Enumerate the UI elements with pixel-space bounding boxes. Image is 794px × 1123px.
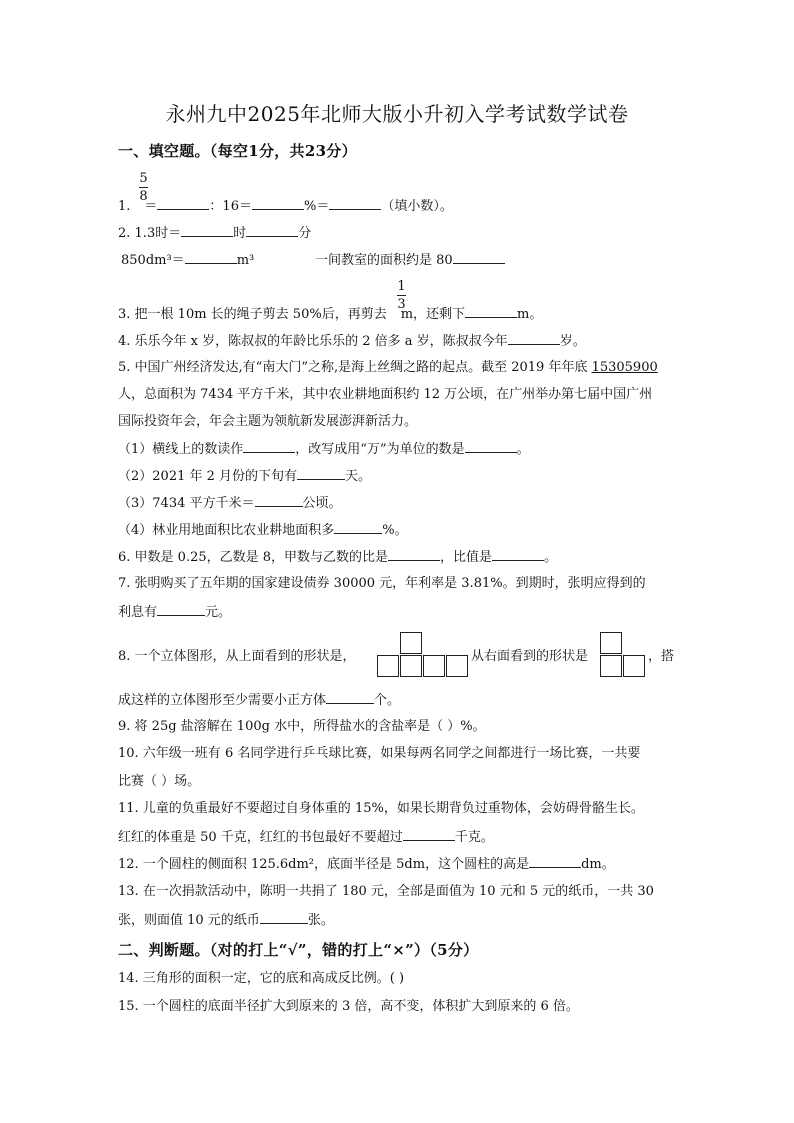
q3-blank[interactable] (465, 305, 517, 318)
q1-fraction-numerator: 5 (139, 171, 148, 186)
page-title: 永州九中2025年北师大版小升初入学考试数学试卷 (165, 102, 629, 126)
question-10-line-2: 比赛（ ）场。 (118, 774, 201, 789)
q2-blank-hours[interactable] (181, 224, 233, 237)
q2-blank-area-unit[interactable] (453, 251, 505, 264)
question-2-classroom: 一间教室的面积约是 80 (315, 251, 505, 270)
q2-blank-minutes[interactable] (246, 224, 298, 237)
question-8-right-view-text: 从右面看到的形状是 (471, 649, 589, 664)
question-7-line-2: 利息有 元。 (118, 605, 232, 620)
question-5-line-1: 5. 中国广州经济发达,有“南大门”之称,是海上丝绸之路的起点。截至 2019 年年底 15305900 (118, 360, 658, 375)
question-5-sub-1: （1）横线上的数读作 ，改写成用“万”为单位的数是 。 (118, 442, 530, 457)
top-view-figure (377, 632, 471, 678)
question-2-line-2: 850dm³＝ m³ (121, 253, 255, 268)
question-13-line-2: 张，则面值 10 元的纸币 张。 (118, 913, 334, 928)
question-5-sub-4: （4）林业用地面积比农业耕地面积多 %。 (118, 523, 408, 538)
question-13-line-1: 13. 在一次捐款活动中，陈明一共捐了 180 元，全部是面值为 10 元和 5 元的纸币，一共 30 (118, 884, 654, 899)
q13-blank[interactable] (260, 911, 308, 924)
q6-blank-ratio[interactable] (388, 548, 440, 561)
question-12: 12. 一个圆柱的侧面积 125.6dm²，底面半径是 5dm，这个圆柱的高是 dm。 (118, 857, 615, 872)
population-number: 15305900 (591, 360, 658, 375)
question-9: 9. 将 25g 盐溶解在 100g 水中，所得盐水的含盐率是（ ）%。 (118, 719, 486, 734)
question-11-line-2: 红红的体重是 50 千克，红红的书包最好不要超过 千克。 (118, 830, 494, 845)
question-8-line-2: 成这样的立体图形至少需要小正方体 个。 (118, 693, 401, 708)
question-6: 6. 甲数是 0.25，乙数是 8，甲数与乙数的比是 ，比值是 。 (118, 550, 558, 565)
question-7-line-1: 7. 张明购买了五年期的国家建设债券 30000 元，年利率是 3.81%。到期时，张明应得到的 (118, 576, 646, 591)
q6-blank-value[interactable] (492, 548, 544, 561)
q3-fraction: 1 3 (397, 279, 406, 312)
q2-blank-volume[interactable] (185, 251, 237, 264)
question-11-line-1: 11. 儿童的负重最好不要超过自身体重的 15%，如果长期背负过重物体，会妨碍骨骼生长。 (118, 801, 644, 816)
q5-1-blank-b[interactable] (465, 440, 517, 453)
q11-blank[interactable] (403, 828, 455, 841)
question-5-sub-3: （3）7434 平方千米＝ 公顷。 (118, 496, 342, 511)
section-fill-blank-heading: 一、填空题。（每空1分，共23分） (118, 142, 357, 160)
q1-blank-3[interactable] (329, 197, 381, 210)
q1-blank-2[interactable] (252, 197, 304, 210)
question-5-line-3: 国际投资年会，年会主题为领航新发展澎湃新活力。 (118, 414, 418, 429)
question-1: 1. ＝ ：16＝ %＝ （填小数）。 (118, 199, 453, 214)
question-5-line-2: 人，总面积为 7434 平方千米，其中农业耕地面积约 12 万公顷，在广州举办第七届中国广州 (118, 387, 653, 402)
question-2: 2. 1.3时＝ 时 分 (118, 226, 312, 241)
q4-blank[interactable] (508, 332, 560, 345)
q8-blank[interactable] (326, 691, 374, 704)
q5-3-blank[interactable] (255, 494, 303, 507)
q5-2-blank[interactable] (297, 467, 345, 480)
question-8-tail: ，搭 (648, 649, 675, 664)
question-5-sub-2: （2）2021 年 2 月份的下旬有 天。 (118, 469, 372, 484)
q1-blank-1[interactable] (157, 197, 209, 210)
q7-blank[interactable] (157, 603, 205, 616)
section-judgement-heading: 二、判断题。（对的打上“√”，错的打上“×”）（5分） (118, 941, 479, 959)
question-3: 3. 把一根 10m 长的绳子剪去 50%后，再剪去 m，还剩下 m。 (118, 307, 543, 322)
question-4: 4. 乐乐今年 x 岁，陈叔叔的年龄比乐乐的 2 倍多 a 岁，陈叔叔今年 岁。 (118, 334, 586, 349)
q5-4-blank[interactable] (334, 521, 382, 534)
right-view-figure (600, 632, 646, 678)
question-8-line-1: 8. 一个立体图形，从上面看到的形状是， (118, 649, 356, 664)
question-15: 15. 一个圆柱的底面半径扩大到原来的 3 倍，高不变，体积扩大到原来的 6 倍。 (118, 999, 579, 1014)
question-10-line-1: 10. 六年级一班有 6 名同学进行乒乓球比赛，如果每两名同学之间都进行一场比赛，一共要 (118, 746, 641, 761)
question-14: 14. 三角形的面积一定，它的底和高成反比例。( ) (118, 971, 405, 986)
q12-blank[interactable] (529, 855, 581, 868)
q1-fraction-denominator: 8 (139, 189, 148, 204)
q5-1-blank-a[interactable] (243, 440, 295, 453)
